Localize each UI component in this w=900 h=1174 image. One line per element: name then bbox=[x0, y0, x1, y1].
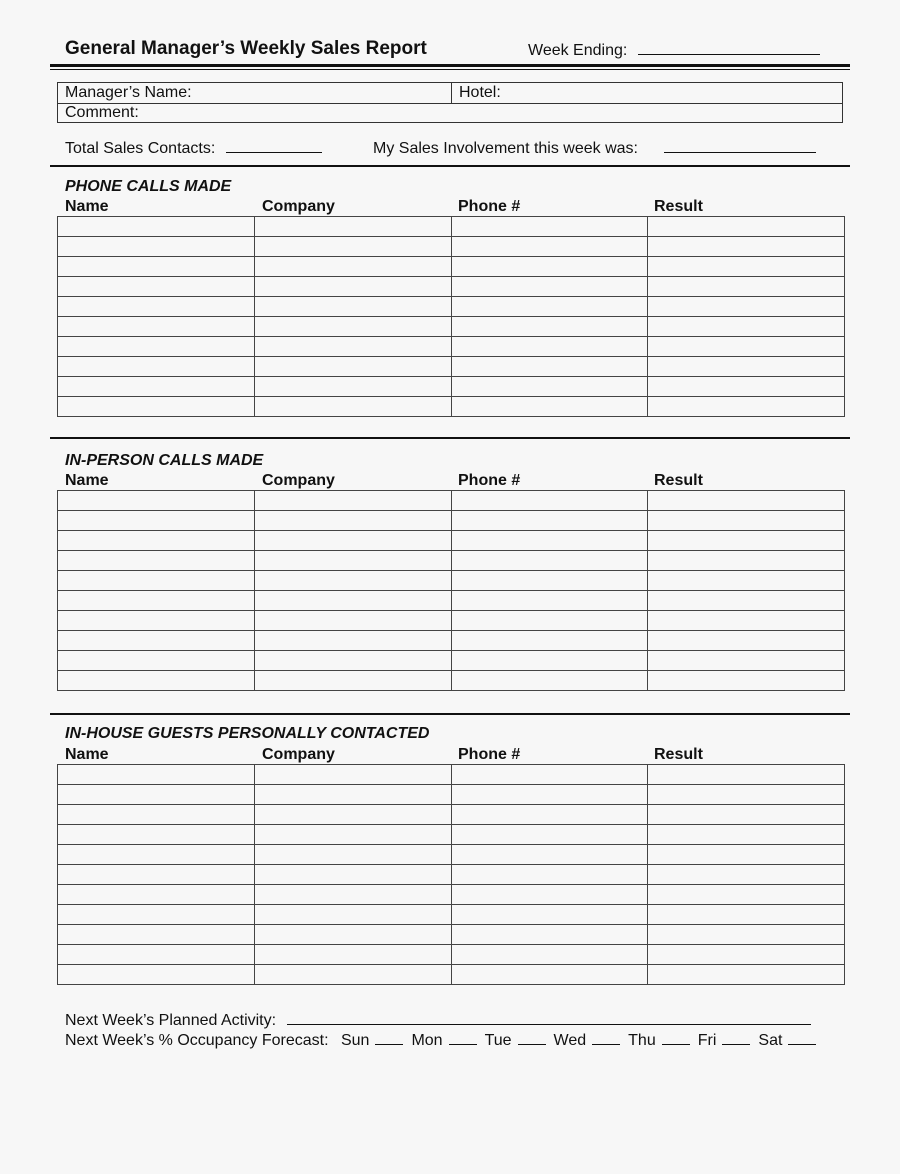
forecast-day-field[interactable] bbox=[592, 1030, 620, 1045]
info-divider bbox=[451, 83, 452, 103]
cell-phone[interactable] bbox=[451, 591, 648, 611]
cell-name[interactable] bbox=[58, 277, 255, 297]
cell-result[interactable] bbox=[648, 631, 845, 651]
cell-result[interactable] bbox=[648, 785, 845, 805]
cell-company[interactable] bbox=[254, 377, 451, 397]
cell-company[interactable] bbox=[254, 237, 451, 257]
cell-phone[interactable] bbox=[451, 337, 648, 357]
cell-company[interactable] bbox=[254, 611, 451, 631]
cell-phone[interactable] bbox=[451, 945, 648, 965]
cell-result[interactable] bbox=[648, 551, 845, 571]
planned-activity bbox=[65, 1010, 811, 1030]
cell-result[interactable] bbox=[648, 491, 845, 511]
col-head-name: Name bbox=[65, 198, 109, 215]
cell-phone[interactable] bbox=[451, 217, 648, 237]
table-row bbox=[58, 377, 845, 397]
cell-name[interactable] bbox=[58, 317, 255, 337]
table-row bbox=[58, 905, 845, 925]
manager-name-label[interactable]: Manager’s Name: bbox=[65, 84, 192, 101]
table-row bbox=[58, 845, 845, 865]
forecast-day-field[interactable] bbox=[449, 1030, 477, 1045]
forecast-day-label: Mon bbox=[411, 1032, 443, 1049]
cell-name[interactable] bbox=[58, 925, 255, 945]
cell-company[interactable] bbox=[254, 905, 451, 925]
cell-company[interactable] bbox=[254, 591, 451, 611]
table-row bbox=[58, 317, 845, 337]
cell-name[interactable] bbox=[58, 551, 255, 571]
cell-company[interactable] bbox=[254, 925, 451, 945]
cell-phone[interactable] bbox=[451, 511, 648, 531]
section-title-in-person-calls: IN-PERSON CALLS MADE bbox=[65, 452, 264, 469]
cell-company[interactable] bbox=[254, 337, 451, 357]
cell-company[interactable] bbox=[254, 765, 451, 785]
cell-result[interactable] bbox=[648, 765, 845, 785]
forecast-day-field[interactable] bbox=[788, 1030, 816, 1045]
col-head-phone: Phone # bbox=[458, 472, 521, 489]
cell-result[interactable] bbox=[648, 885, 845, 905]
col-head-result: Result bbox=[654, 746, 703, 763]
col-head-company: Company bbox=[262, 746, 335, 763]
cell-result[interactable] bbox=[648, 511, 845, 531]
cell-name[interactable] bbox=[58, 511, 255, 531]
cell-phone[interactable] bbox=[451, 905, 648, 925]
cell-company[interactable] bbox=[254, 845, 451, 865]
cell-name[interactable] bbox=[58, 631, 255, 651]
cell-phone[interactable] bbox=[451, 671, 648, 691]
week-ending-field[interactable] bbox=[638, 40, 820, 55]
table-row bbox=[58, 277, 845, 297]
cell-company[interactable] bbox=[254, 217, 451, 237]
table-row bbox=[58, 785, 845, 805]
table-row bbox=[58, 825, 845, 845]
total-sales-contacts-field[interactable] bbox=[226, 138, 322, 153]
col-head-phone: Phone # bbox=[458, 746, 521, 763]
cell-name[interactable] bbox=[58, 491, 255, 511]
planned-activity-field[interactable] bbox=[287, 1010, 811, 1025]
cell-result[interactable] bbox=[648, 611, 845, 631]
cell-phone[interactable] bbox=[451, 825, 648, 845]
section-title-phone-calls: PHONE CALLS MADE bbox=[65, 178, 232, 195]
cell-phone[interactable] bbox=[451, 765, 648, 785]
cell-result[interactable] bbox=[648, 237, 845, 257]
cell-company[interactable] bbox=[254, 551, 451, 571]
col-head-phone: Phone # bbox=[458, 198, 521, 215]
cell-company[interactable] bbox=[254, 945, 451, 965]
cell-result[interactable] bbox=[648, 925, 845, 945]
cell-name[interactable] bbox=[58, 825, 255, 845]
cell-result[interactable] bbox=[648, 845, 845, 865]
cell-company[interactable] bbox=[254, 297, 451, 317]
occupancy-forecast bbox=[65, 1030, 816, 1050]
sales-involvement-label: My Sales Involvement this week was: bbox=[373, 140, 638, 157]
cell-name[interactable] bbox=[58, 905, 255, 925]
table-row bbox=[58, 491, 845, 511]
cell-result[interactable] bbox=[648, 531, 845, 551]
cell-name[interactable] bbox=[58, 377, 255, 397]
cell-result[interactable] bbox=[648, 257, 845, 277]
cell-result[interactable] bbox=[648, 825, 845, 845]
cell-result[interactable] bbox=[648, 357, 845, 377]
cell-phone[interactable] bbox=[451, 357, 648, 377]
forecast-day-label: Sat bbox=[758, 1032, 783, 1049]
cell-phone[interactable] bbox=[451, 965, 648, 985]
table-row bbox=[58, 651, 845, 671]
cell-phone[interactable] bbox=[451, 785, 648, 805]
cell-result[interactable] bbox=[648, 965, 845, 985]
table-row bbox=[58, 397, 845, 417]
forecast-day-label: Sun bbox=[340, 1032, 370, 1049]
occupancy-forecast-label: Next Week’s % Occupancy Forecast: bbox=[65, 1032, 329, 1049]
cell-name[interactable] bbox=[58, 965, 255, 985]
table-row bbox=[58, 965, 845, 985]
cell-result[interactable] bbox=[648, 277, 845, 297]
table-row bbox=[58, 765, 845, 785]
planned-activity-label: Next Week’s Planned Activity: bbox=[65, 1012, 277, 1029]
cell-phone[interactable] bbox=[451, 491, 648, 511]
col-head-result: Result bbox=[654, 198, 703, 215]
cell-name[interactable] bbox=[58, 357, 255, 377]
cell-name[interactable] bbox=[58, 531, 255, 551]
col-head-name: Name bbox=[65, 472, 109, 489]
table-row bbox=[58, 671, 845, 691]
week-ending-label: Week Ending: bbox=[528, 42, 628, 59]
cell-company[interactable] bbox=[254, 785, 451, 805]
cell-company[interactable] bbox=[254, 805, 451, 825]
cell-company[interactable] bbox=[254, 651, 451, 671]
cell-company[interactable] bbox=[254, 825, 451, 845]
cell-phone[interactable] bbox=[451, 237, 648, 257]
forecast-day-field[interactable] bbox=[722, 1030, 750, 1045]
cell-name[interactable] bbox=[58, 945, 255, 965]
table-row bbox=[58, 885, 845, 905]
header-rule-thin bbox=[50, 69, 850, 70]
table-row bbox=[58, 865, 845, 885]
cell-result[interactable] bbox=[648, 337, 845, 357]
cell-name[interactable] bbox=[58, 337, 255, 357]
cell-phone[interactable] bbox=[451, 551, 648, 571]
cell-company[interactable] bbox=[254, 257, 451, 277]
cell-name[interactable] bbox=[58, 297, 255, 317]
cell-phone[interactable] bbox=[451, 631, 648, 651]
cell-phone[interactable] bbox=[451, 257, 648, 277]
cell-name[interactable] bbox=[58, 397, 255, 417]
cell-result[interactable] bbox=[648, 651, 845, 671]
cell-name[interactable] bbox=[58, 765, 255, 785]
cell-phone[interactable] bbox=[451, 885, 648, 905]
cell-phone[interactable] bbox=[451, 397, 648, 417]
cell-result[interactable] bbox=[648, 591, 845, 611]
cell-name[interactable] bbox=[58, 865, 255, 885]
forecast-day-label: Tue bbox=[484, 1032, 512, 1049]
table-row bbox=[58, 805, 845, 825]
cell-result[interactable] bbox=[648, 805, 845, 825]
cell-name[interactable] bbox=[58, 805, 255, 825]
cell-company[interactable] bbox=[254, 571, 451, 591]
page-title: General Manager’s Weekly Sales Report bbox=[65, 38, 427, 59]
section-rule-1 bbox=[50, 165, 850, 167]
cell-phone[interactable] bbox=[451, 611, 648, 631]
cell-company[interactable] bbox=[254, 865, 451, 885]
cell-name[interactable] bbox=[58, 671, 255, 691]
cell-result[interactable] bbox=[648, 297, 845, 317]
total-sales-contacts-label: Total Sales Contacts: bbox=[65, 140, 216, 157]
cell-company[interactable] bbox=[254, 317, 451, 337]
cell-phone[interactable] bbox=[451, 277, 648, 297]
cell-result[interactable] bbox=[648, 945, 845, 965]
cell-company[interactable] bbox=[254, 671, 451, 691]
cell-result[interactable] bbox=[648, 865, 845, 885]
week-ending bbox=[528, 40, 820, 60]
sales-involvement bbox=[373, 138, 816, 158]
table-row bbox=[58, 571, 845, 591]
cell-phone[interactable] bbox=[451, 317, 648, 337]
cell-result[interactable] bbox=[648, 317, 845, 337]
section-title-in-house-guests: IN-HOUSE GUESTS PERSONALLY CONTACTED bbox=[65, 725, 430, 742]
col-head-company: Company bbox=[262, 472, 335, 489]
cell-company[interactable] bbox=[254, 357, 451, 377]
table-row bbox=[58, 511, 845, 531]
cell-name[interactable] bbox=[58, 217, 255, 237]
cell-result[interactable] bbox=[648, 397, 845, 417]
cell-name[interactable] bbox=[58, 845, 255, 865]
cell-company[interactable] bbox=[254, 885, 451, 905]
forecast-day-label: Thu bbox=[628, 1032, 656, 1049]
table-row bbox=[58, 297, 845, 317]
table-row bbox=[58, 631, 845, 651]
table-row bbox=[58, 237, 845, 257]
table-row bbox=[58, 551, 845, 571]
cell-result[interactable] bbox=[648, 671, 845, 691]
col-head-company: Company bbox=[262, 198, 335, 215]
cell-name[interactable] bbox=[58, 651, 255, 671]
cell-result[interactable] bbox=[648, 377, 845, 397]
cell-name[interactable] bbox=[58, 611, 255, 631]
comment-label[interactable]: Comment: bbox=[65, 104, 139, 121]
table-row bbox=[58, 337, 845, 357]
section-rule-2 bbox=[50, 437, 850, 439]
forecast-day-field[interactable] bbox=[662, 1030, 690, 1045]
section-rule-3 bbox=[50, 713, 850, 715]
total-sales-contacts bbox=[65, 138, 322, 158]
table-row bbox=[58, 611, 845, 631]
in-person-calls-table bbox=[57, 490, 845, 691]
header-rule bbox=[50, 64, 850, 67]
table-row bbox=[58, 257, 845, 277]
cell-company[interactable] bbox=[254, 397, 451, 417]
cell-name[interactable] bbox=[58, 591, 255, 611]
sales-involvement-field[interactable] bbox=[664, 138, 816, 153]
cell-name[interactable] bbox=[58, 785, 255, 805]
cell-company[interactable] bbox=[254, 965, 451, 985]
cell-phone[interactable] bbox=[451, 651, 648, 671]
forecast-day-label: Wed bbox=[553, 1032, 587, 1049]
cell-result[interactable] bbox=[648, 217, 845, 237]
cell-company[interactable] bbox=[254, 631, 451, 651]
table-row bbox=[58, 357, 845, 377]
cell-result[interactable] bbox=[648, 905, 845, 925]
cell-name[interactable] bbox=[58, 237, 255, 257]
phone-calls-table bbox=[57, 216, 845, 417]
cell-phone[interactable] bbox=[451, 377, 648, 397]
table-row bbox=[58, 945, 845, 965]
forecast-day-label: Fri bbox=[697, 1032, 717, 1049]
cell-company[interactable] bbox=[254, 511, 451, 531]
cell-phone[interactable] bbox=[451, 925, 648, 945]
cell-phone[interactable] bbox=[451, 571, 648, 591]
cell-name[interactable] bbox=[58, 571, 255, 591]
hotel-label[interactable]: Hotel: bbox=[459, 84, 501, 101]
cell-phone[interactable] bbox=[451, 845, 648, 865]
cell-phone[interactable] bbox=[451, 805, 648, 825]
table-row bbox=[58, 217, 845, 237]
col-head-result: Result bbox=[654, 472, 703, 489]
cell-name[interactable] bbox=[58, 885, 255, 905]
cell-company[interactable] bbox=[254, 531, 451, 551]
table-row bbox=[58, 531, 845, 551]
cell-phone[interactable] bbox=[451, 531, 648, 551]
manager-info-box bbox=[57, 82, 843, 123]
cell-phone[interactable] bbox=[451, 865, 648, 885]
forecast-day-field[interactable] bbox=[518, 1030, 546, 1045]
cell-phone[interactable] bbox=[451, 297, 648, 317]
cell-name[interactable] bbox=[58, 257, 255, 277]
cell-company[interactable] bbox=[254, 277, 451, 297]
table-row bbox=[58, 591, 845, 611]
forecast-day-field[interactable] bbox=[375, 1030, 403, 1045]
cell-result[interactable] bbox=[648, 571, 845, 591]
col-head-name: Name bbox=[65, 746, 109, 763]
in-house-guests-table bbox=[57, 764, 845, 985]
table-row bbox=[58, 925, 845, 945]
cell-company[interactable] bbox=[254, 491, 451, 511]
